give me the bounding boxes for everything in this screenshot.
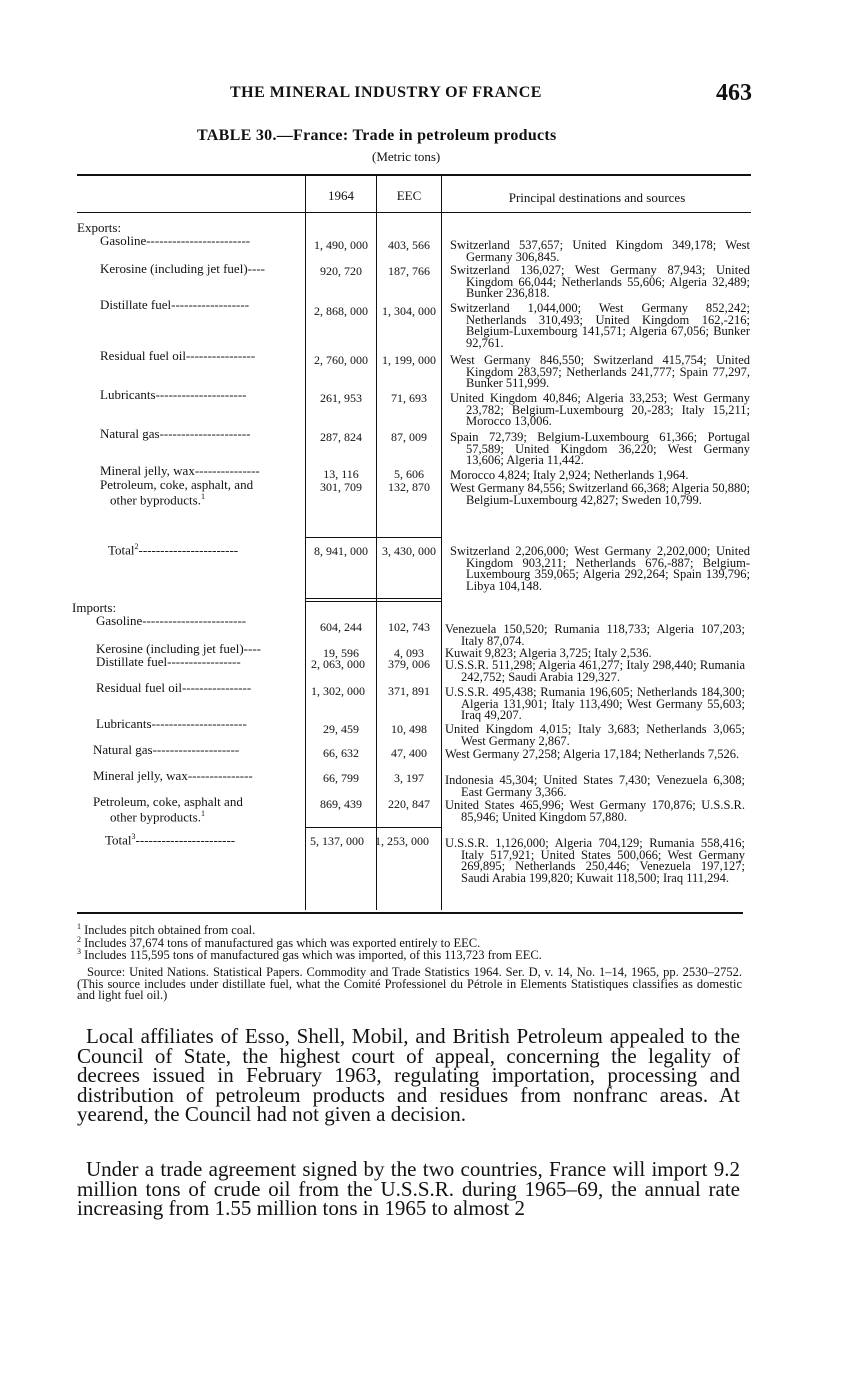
body-paragraph-2: Under a trade agreement signed by the two countries, France will import 9.2 million tons of crude oil from the U.S.S.R. during 1965–69, the annual rate increasing from 1.55 million tons in 1965 to almost 2 <box>77 1157 740 1220</box>
import-1964-kerosine: 19, 596 <box>323 646 359 660</box>
export-label-natural-gas: Natural gas--------------------- <box>100 426 251 441</box>
import-eec-residual: 371, 891 <box>388 684 430 698</box>
table-top-rule <box>77 174 751 176</box>
import-dest-natural-gas: West Germany 27,258; Algeria 17,184; Netherlands 7,526. <box>445 747 740 761</box>
running-title: THE MINERAL INDUSTRY OF FRANCE <box>230 84 542 101</box>
import-dest-residual: U.S.S.R. 495,438; Rumania 196,605; Netherlands 184,300; Algeria 131,901; Italy 113,490; West Germany 55,603; Iraq 49,207. <box>445 685 745 722</box>
export-label-petroleum-coke-2: other byproducts.$^1$ <box>110 492 205 508</box>
export-total-double-rule-a <box>305 598 441 599</box>
export-label-kerosine: Kerosine (including jet fuel)---- <box>100 261 265 276</box>
import-total-dest: U.S.S.R. 1,126,000; Algeria 704,129; Rumania 558,416; Italy 517,921; United States 500,066; West Germany 269,895; Netherlands 250,446; Venezuela 197,127; Saudi Arabia 199,820; Kuwait 118,500; Iraq 111,294. <box>445 836 745 885</box>
footnote-3: $^3$ Includes 115,595 tons of manufactured gas which was imported, of this 113,723 from EEC. <box>77 947 542 963</box>
export-label-gasoline: Gasoline------------------------ <box>100 233 251 248</box>
export-eec-petroleum-coke: 132, 870 <box>388 480 430 494</box>
export-label-residual: Residual fuel oil---------------- <box>100 348 256 363</box>
import-eec-distillate: 379, 006 <box>388 657 430 671</box>
source-note: Source: United Nations. Statistical Papers. Commodity and Trade Statistics 1964. Ser. D, v. 14, No. 1–14, 1965, pp. 2530–2752. (This source includes under distillate fuel, what the Comité Professionel du Pétrole in Elements Statistiques classifies as domestic and light fuel oil.) <box>77 965 742 1002</box>
import-1964-petroleum-coke: 869, 439 <box>320 797 362 811</box>
import-1964-residual: 1, 302, 000 <box>311 684 365 698</box>
export-dest-petroleum-coke: West Germany 84,556; Switzerland 66,368; Algeria 50,880; Belgium-Luxembourg 42,827; Sweden 10,799. <box>450 481 750 507</box>
export-1964-gasoline: 1, 490, 000 <box>314 238 368 252</box>
import-total-label: Total$^3$----------------------- <box>105 832 236 848</box>
export-total-rule <box>305 537 441 538</box>
export-dest-natural-gas: Spain 72,739; Belgium-Luxembourg 61,366; Portugal 57,589; United Kingdom 36,220; West Germany 13,606; Algeria 11,442. <box>450 430 750 467</box>
import-1964-mineral-jelly: 66, 799 <box>323 771 359 785</box>
export-label-petroleum-coke: Petroleum, coke, asphalt, and <box>100 477 254 492</box>
export-1964-residual: 2, 760, 000 <box>314 353 368 367</box>
export-eec-residual: 1, 199, 000 <box>382 353 436 367</box>
import-dest-gasoline: Venezuela 150,520; Rumania 118,733; Algeria 107,203; Italy 87,074. <box>445 622 745 648</box>
export-eec-kerosine: 187, 766 <box>388 264 430 278</box>
column-header-1964: 1964 <box>328 188 354 203</box>
export-dest-kerosine: Switzerland 136,027; West Germany 87,943; United Kingdom 66,044; Netherlands 55,606; Algeria 32,489; Bunker 236,818. <box>450 263 750 300</box>
import-dest-distillate: U.S.S.R. 511,298; Algeria 461,277; Italy 298,440; Rumania 242,752; Saudi Arabia 129,327. <box>445 658 745 684</box>
export-1964-mineral-jelly: 13, 116 <box>323 467 359 481</box>
export-total-dest: Switzerland 2,206,000; West Germany 2,202,000; United Kingdom 903,211; Netherlands 676,-887; Belgium-Luxembourg 359,065; Algeria 292,264; Spain 139,796; Libya 104,148. <box>450 544 750 593</box>
import-dest-kerosine: Kuwait 9,823; Algeria 3,725; Italy 2,536. <box>445 646 652 660</box>
page-number: 463 <box>716 80 752 106</box>
footnote-1: $^1$ Includes pitch obtained from coal. <box>77 922 256 938</box>
import-eec-lubricants: 10, 498 <box>391 722 427 736</box>
header-bottom-rule <box>77 212 751 213</box>
import-label-petroleum-coke-2: other byproducts.$^1$ <box>110 809 205 825</box>
import-label-mineral-jelly: Mineral jelly, wax--------------- <box>93 768 253 783</box>
import-total-rule <box>305 827 441 828</box>
imports-heading: Imports: <box>72 600 117 615</box>
import-label-gasoline: Gasoline------------------------ <box>96 613 247 628</box>
export-eec-mineral-jelly: 5, 606 <box>394 467 424 481</box>
import-eec-mineral-jelly: 3, 197 <box>394 771 424 785</box>
column-header-eec: EEC <box>396 188 422 203</box>
import-1964-natural-gas: 66, 632 <box>323 746 359 760</box>
import-1964-lubricants: 29, 459 <box>323 722 359 736</box>
export-1964-natural-gas: 287, 824 <box>320 430 362 444</box>
import-eec-kerosine: 4, 093 <box>394 646 424 660</box>
export-dest-mineral-jelly: Morocco 4,824; Italy 2,924; Netherlands 1,964. <box>450 468 689 482</box>
import-1964-gasoline: 604, 244 <box>320 620 362 634</box>
import-dest-lubricants: United Kingdom 4,015; Italy 3,683; Netherlands 3,065; West Germany 2,867. <box>445 722 745 748</box>
export-dest-lubricants: United Kingdom 40,846; Algeria 33,253; West Germany 23,782; Belgium-Luxembourg 20,-283; Italy 15,211; Morocco 13,006. <box>450 391 750 428</box>
export-eec-gasoline: 403, 566 <box>388 238 430 252</box>
export-label-distillate: Distillate fuel------------------ <box>100 297 250 312</box>
footnote-2: $^2$ Includes 37,674 tons of manufactured gas which was exported entirely to EEC. <box>77 935 481 951</box>
import-eec-natural-gas: 47, 400 <box>391 746 427 760</box>
import-label-distillate: Distillate fuel----------------- <box>96 654 241 669</box>
import-eec-gasoline: 102, 743 <box>388 620 430 634</box>
export-dest-distillate: Switzerland 1,044,000; West Germany 852,242; Netherlands 310,493; United Kingdom 162,-216; Belgium-Luxembourg 141,571; Algeria 67,056; Bunker 92,761. <box>450 301 750 350</box>
export-total-1964: 8, 941, 000 <box>314 544 368 558</box>
export-total-double-rule-b <box>305 601 441 602</box>
column-header-destinations: Principal destinations and sources <box>508 190 686 205</box>
import-label-kerosine: Kerosine (including jet fuel)---- <box>96 641 261 656</box>
import-total-1964: 5, 137, 000 <box>310 834 364 848</box>
export-total-eec: 3, 430, 000 <box>382 544 436 558</box>
exports-heading: Exports: <box>77 220 122 235</box>
export-1964-distillate: 2, 868, 000 <box>314 304 368 318</box>
table-bottom-rule <box>77 912 743 914</box>
import-total-eec: 1, 253, 000 <box>375 834 429 848</box>
import-label-residual: Residual fuel oil---------------- <box>96 680 252 695</box>
export-total-label: Total$^2$----------------------- <box>108 542 239 558</box>
import-label-natural-gas: Natural gas-------------------- <box>93 742 240 757</box>
import-dest-petroleum-coke: United States 465,996; West Germany 170,876; U.S.S.R. 85,946; United Kingdom 57,880. <box>445 798 745 824</box>
body-paragraph-1: Local affiliates of Esso, Shell, Mobil, and British Petroleum appealed to the Council of State, the highest court of appeal, concerning the legality of decrees issued in February 1963, regulating importation, processing and distribution of petroleum products and residues from nonfranc areas. At yearend, the Council had not given a decision. <box>77 1024 740 1126</box>
export-label-mineral-jelly: Mineral jelly, wax--------------- <box>100 463 260 478</box>
table-subtitle: (Metric tons) <box>372 149 441 164</box>
export-1964-kerosine: 920, 720 <box>320 264 362 278</box>
import-label-lubricants: Lubricants---------------------- <box>96 716 247 731</box>
export-1964-lubricants: 261, 953 <box>320 391 362 405</box>
export-1964-petroleum-coke: 301, 709 <box>320 480 362 494</box>
column-divider-3 <box>441 175 442 910</box>
export-eec-lubricants: 71, 693 <box>391 391 427 405</box>
import-label-petroleum-coke: Petroleum, coke, asphalt and <box>93 794 243 809</box>
export-label-lubricants: Lubricants--------------------- <box>100 387 247 402</box>
export-dest-gasoline: Switzerland 537,657; United Kingdom 349,178; West Germany 306,845. <box>450 238 750 264</box>
export-eec-natural-gas: 87, 009 <box>391 430 427 444</box>
table-title: TABLE 30.—France: Trade in petroleum products <box>197 127 557 144</box>
import-eec-petroleum-coke: 220, 847 <box>388 797 430 811</box>
import-1964-distillate: 2, 063, 000 <box>311 657 365 671</box>
import-dest-mineral-jelly: Indonesia 45,304; United States 7,430; Venezuela 6,308; East Germany 3,366. <box>445 773 745 799</box>
export-dest-residual: West Germany 846,550; Switzerland 415,754; United Kingdom 283,597; Netherlands 241,777; Spain 77,297, Bunker 511,999. <box>450 353 750 390</box>
export-eec-distillate: 1, 304, 000 <box>382 304 436 318</box>
